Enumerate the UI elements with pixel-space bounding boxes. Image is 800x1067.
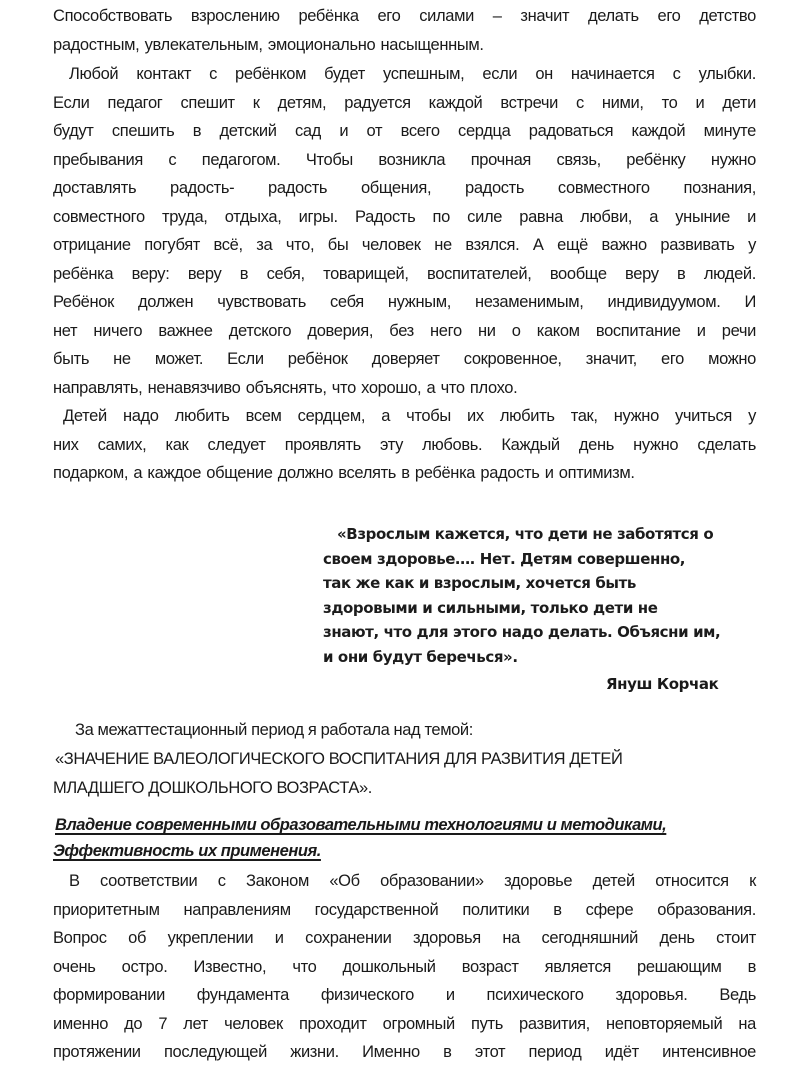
text-line: Если педагог спешит к детям, радуется каждой встречи с ними, то и дети: [53, 93, 756, 112]
text-line: нет ничего важнее детского доверия, без него ни о каком воспитание и речи: [53, 321, 756, 340]
text-line: Детей надо любить всем сердцем, а чтобы их любить так, нужно учиться у: [63, 407, 756, 425]
heading-line: [53, 812, 756, 838]
text-line: формировании фундамента физического и психического здоровья. Ведь: [53, 986, 756, 1004]
epigraph-quote: [323, 522, 743, 669]
text-line: именно до 7 лет человек проходит огромный путь развития, неповторяемый на: [53, 1014, 756, 1033]
text-line: подарком, а каждое общение должно вселять в ребёнка радость и оптимизм.: [53, 464, 635, 482]
heading-line: [53, 838, 756, 864]
theme-title-line: «ЗНАЧЕНИЕ ВАЛЕОЛОГИЧЕСКОГО ВОСПИТАНИЯ ДЛЯ РАЗВИТИЯ ДЕТЕЙ: [55, 750, 623, 768]
text-line: совместного труда, отдыха, игры. Радость по силе равна любви, а уныние и: [53, 207, 756, 226]
paragraph-love-children: [53, 402, 756, 488]
quote-line: «Взрослым кажется, что дети не заботятся о: [337, 525, 714, 543]
paragraph-growing-up: [53, 2, 756, 59]
text-line: протяжении последующей жизни. Именно в этот период идёт интенсивное: [53, 1043, 756, 1061]
text-line: В соответствии с Законом «Об образовании» здоровье детей относится к: [69, 872, 756, 890]
quote-author: Януш Корчак: [606, 675, 719, 693]
text-line: ребёнка веру: веру в себя, товарищей, воспитателей, вообще веру в людей.: [53, 264, 756, 283]
text-line: пребывания с педагогом. Чтобы возникла прочная связь, ребёнку нужно: [53, 150, 756, 169]
text-line: доставлять радость- радость общения, радость совместного познания,: [53, 179, 756, 197]
text-line: Способствовать взрослению ребёнка его силами – значит делать его детство: [53, 7, 756, 25]
text-line: них самих, как следует проявлять эту любовь. Каждый день нужно сделать: [53, 435, 756, 454]
paragraph-education-law: [53, 867, 756, 1067]
text-line: быть не может. Если ребёнок доверяет сокровенное, значит, его можно: [53, 350, 756, 368]
text-line: направлять, ненавязчиво объяснять, что хорошо, а что плохо.: [53, 378, 518, 397]
text-line: Вопрос об укреплении и сохранении здоровья на сегодняшний день стоит: [53, 929, 756, 947]
text-line: Ребёнок должен чувствовать себя нужным, незаменимым, индивидуумом. И: [53, 293, 756, 311]
text-line: приоритетным направлениям государственной политики в сфере образования.: [53, 900, 756, 919]
text-line: очень остро. Известно, что дошкольный возраст является решающим в: [53, 957, 756, 976]
work-theme: [53, 716, 756, 803]
theme-title-line: МЛАДШЕГО ДОШКОЛЬНОГО ВОЗРАСТА».: [53, 779, 372, 797]
text-line: Любой контакт с ребёнком будет успешным, если он начинается с улыбки.: [69, 65, 756, 83]
quote-line: так же как и взрослым, хочется быть: [323, 574, 636, 592]
quote-line: и они будут беречься».: [323, 647, 518, 666]
section-heading: [53, 812, 756, 864]
quote-line: здоровыми и сильными, только дети не: [323, 598, 658, 617]
heading-text: Владение современными образовательными технологиями и методиками,: [55, 816, 667, 834]
quote-line: своем здоровье…. Нет. Детям совершенно,: [323, 549, 686, 568]
paragraph-contact-with-child: [53, 60, 756, 402]
quote-line: знают, что для этого надо делать. Объясни им,: [323, 623, 721, 641]
text-line: отрицание погубят всё, за что, бы человек не взялся. А ещё важно развивать у: [53, 236, 756, 254]
theme-intro: За межаттестационный период я работала над темой:: [75, 721, 473, 739]
text-line: радостным, увлекательным, эмоционально насыщенным.: [53, 35, 484, 54]
text-line: будут спешить в детский сад и от всего сердца радоваться каждой минуте: [53, 122, 756, 140]
heading-text: Эффективность их применения.: [53, 842, 321, 860]
